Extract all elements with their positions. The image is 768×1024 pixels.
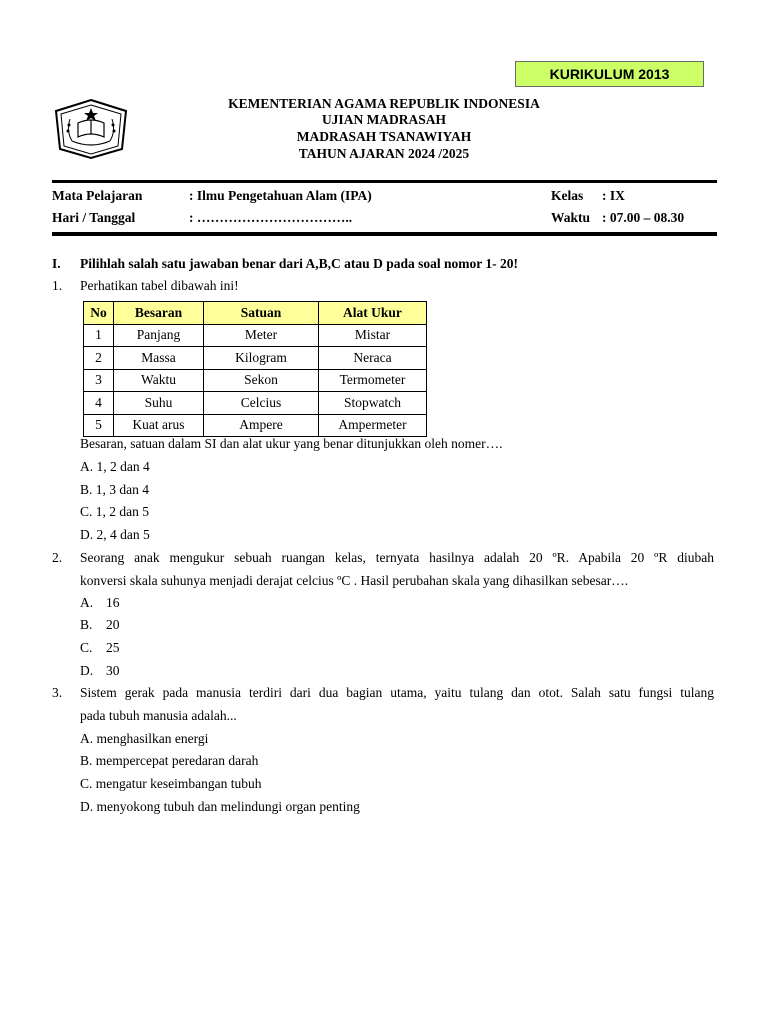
q1-intro: Perhatikan tabel dibawah ini!	[80, 278, 239, 293]
exam-title: UJIAN MADRASAH	[321, 112, 447, 127]
q2-number: 2.	[52, 550, 63, 565]
q2-option-c-letter: C.	[80, 640, 93, 655]
table-row	[84, 347, 427, 370]
table-cell: Kilogram	[204, 347, 319, 370]
q3-option-d: D. menyokong tubuh dan melindungi organ penting	[80, 799, 360, 814]
table-cell: Suhu	[114, 392, 204, 415]
table-cell: Neraca	[319, 347, 427, 370]
q2-text-line2: konversi skala suhunya menjadi derajat celcius ºC . Hasil perubahan skala yang dihasilkan sebesar….	[80, 573, 629, 588]
table-cell: 4	[84, 392, 114, 415]
table-cell: Sekon	[204, 369, 319, 392]
table-header-cell: Alat Ukur	[319, 302, 427, 325]
table-row	[84, 324, 427, 347]
section-instruction: Pilihlah salah satu jawaban benar dari A,B,C atau D pada soal nomor 1- 20!	[80, 256, 518, 271]
table-cell: Ampere	[204, 414, 319, 437]
q2-option-b-letter: B.	[80, 617, 93, 632]
q2-option-d-letter: D.	[80, 663, 94, 678]
q1-option-a: A. 1, 2 dan 4	[80, 459, 150, 474]
header-top-divider	[52, 180, 717, 183]
academic-year: TAHUN AJARAN 2024 /2025	[298, 146, 470, 161]
q2-option-a-letter: A.	[80, 595, 94, 610]
table-cell: Panjang	[114, 324, 204, 347]
table-cell: 1	[84, 324, 114, 347]
q1-option-b: B. 1, 3 dan 4	[80, 482, 149, 497]
q3-option-b: B. mempercepat peredaran darah	[80, 753, 259, 768]
table-header-cell: No	[84, 302, 114, 325]
q1-table	[83, 301, 427, 437]
q2-option-d-value: 30	[106, 663, 120, 678]
date-value: : ……………………………..	[189, 210, 353, 225]
table-header-cell: Satuan	[204, 302, 319, 325]
q2-option-c-value: 25	[106, 640, 120, 655]
table-cell: Termometer	[319, 369, 427, 392]
table-cell: Kuat arus	[114, 414, 204, 437]
q3-text-line1: Sistem gerak pada manusia terdiri dari dua bagian utama, yaitu tulang dan otot. Salah satu fungsi tulang	[80, 685, 714, 700]
q2-option-a-value: 16	[106, 595, 120, 610]
q3-number: 3.	[52, 685, 63, 700]
table-cell: Meter	[204, 324, 319, 347]
q3-option-c: C. mengatur keseimbangan tubuh	[80, 776, 262, 791]
q1-option-c: C. 1, 2 dan 5	[80, 504, 149, 519]
time-value: : 07.00 – 08.30	[602, 210, 685, 225]
subject-label: Mata Pelajaran	[52, 188, 143, 203]
table-cell: Ampermeter	[319, 414, 427, 437]
table-cell: Massa	[114, 347, 204, 370]
curriculum-badge: KURIKULUM 2013	[515, 61, 704, 87]
header-bottom-divider	[52, 232, 717, 236]
q2-option-b-value: 20	[106, 617, 120, 632]
time-label: Waktu	[551, 210, 591, 225]
table-header-cell: Besaran	[114, 302, 204, 325]
q3-text-line2: pada tubuh manusia adalah...	[80, 708, 237, 723]
school-title: MADRASAH TSANAWIYAH	[296, 129, 472, 144]
q1-option-d: D. 2, 4 dan 5	[80, 527, 150, 542]
table-row	[84, 369, 427, 392]
table-row	[84, 414, 427, 437]
table-row	[84, 392, 427, 415]
table-cell: 3	[84, 369, 114, 392]
q1-number: 1.	[52, 278, 63, 293]
class-value: : IX	[602, 188, 625, 203]
ministry-title: KEMENTERIAN AGAMA REPUBLIK INDONESIA	[228, 96, 540, 111]
q3-option-a: A. menghasilkan energi	[80, 731, 209, 746]
subject-value: : Ilmu Pengetahuan Alam (IPA)	[189, 188, 372, 203]
table-cell: 5	[84, 414, 114, 437]
table-cell: Stopwatch	[319, 392, 427, 415]
section-number: I.	[52, 256, 61, 271]
table-cell: Celcius	[204, 392, 319, 415]
q2-text-line1: Seorang anak mengukur sebuah ruangan kelas, ternyata hasilnya adalah 20 ºR. Apabila 20 ºR diubah	[80, 550, 714, 565]
class-label: Kelas	[551, 188, 584, 203]
q1-stem: Besaran, satuan dalam SI dan alat ukur yang benar ditunjukkan oleh nomer….	[80, 436, 503, 451]
date-label: Hari / Tanggal	[52, 210, 136, 225]
table-cell: Waktu	[114, 369, 204, 392]
table-header-row	[84, 302, 427, 325]
table-cell: Mistar	[319, 324, 427, 347]
table-cell: 2	[84, 347, 114, 370]
